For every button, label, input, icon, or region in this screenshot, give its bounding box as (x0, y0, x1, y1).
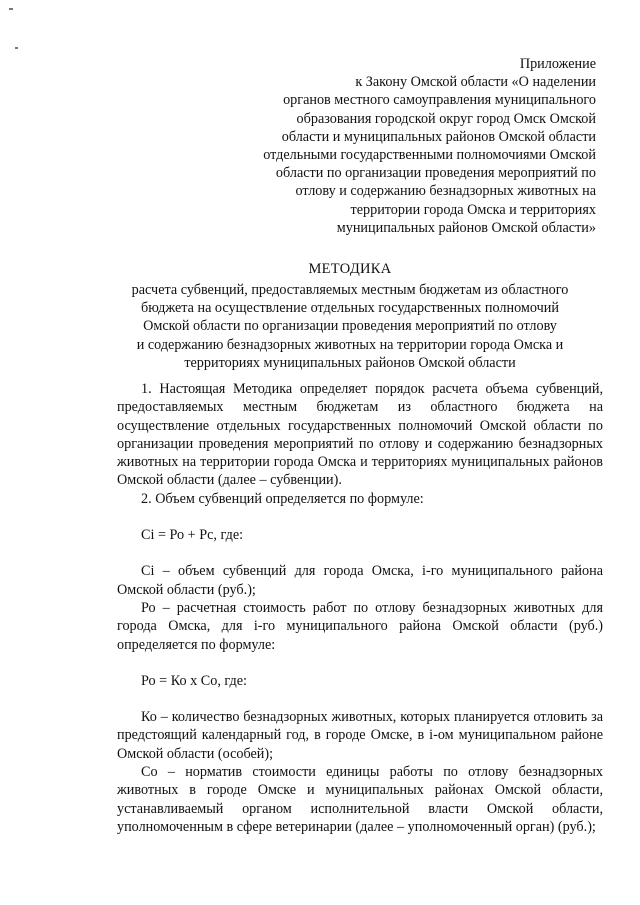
appendix-line: отдельными государственными полномочиями Омской (263, 147, 596, 164)
subtitle-line: бюджета на осуществление отдельных государственных полномочий (141, 300, 559, 317)
document-title: МЕТОДИКА (308, 261, 392, 277)
scan-mark (9, 8, 13, 10)
appendix-line: муниципальных районов Омской области» (336, 219, 596, 236)
appendix-line: области и муниципальных районов Омской области (281, 128, 596, 145)
appendix-line: области по организации проведения мероприятий по (275, 165, 596, 182)
paragraph-1: 1. Настоящая Методика определяет порядок расчета объема субвенций, предоставляемых местным бюджетам из областного бюджета на осуществление отдельных государственных полномочий Омской области по организации проведения мероприятий по отлову и содержанию безнадзорных животных на территории города Омска и территориях муниципальных районов Омской области (далее – субвенции). (117, 381, 603, 489)
appendix-line: к Закону Омской области «О наделении (355, 74, 596, 91)
paragraph-6: Со – норматив стоимости единицы работы по отлову безнадзорных животных в городе Омске и муниципальных районах Омской области, устанавливаемый органом исполнительной власти Омской области, уполномоченным в сфере ветеринарии (далее – уполномоченный орган) (руб.); (117, 764, 603, 835)
paragraph-3: Ci – объем субвенций для города Омска, i-го муниципального района Омской области (руб.); (117, 563, 603, 598)
appendix-line: Приложение (519, 56, 596, 72)
document-subtitle (90, 281, 610, 372)
subtitle-line: Омской области по организации проведения мероприятий по отлову (143, 318, 557, 335)
appendix-header (216, 55, 596, 237)
appendix-line: отлову и содержанию безнадзорных животных на (295, 183, 596, 200)
scan-mark (15, 47, 18, 49)
appendix-line: органов местного самоуправления муниципального (283, 92, 596, 109)
formula-2: Ро = Ко х Со, где: (141, 672, 247, 689)
appendix-line: территории города Омска и территориях (350, 201, 596, 218)
subtitle-line: территориях муниципальных районов Омской области (184, 354, 516, 371)
document-body (117, 380, 603, 836)
appendix-line: образования городской округ город Омск Омской (296, 110, 596, 127)
subtitle-line: и содержанию безнадзорных животных на территории города Омска и (136, 336, 564, 353)
paragraph-5: Ко – количество безнадзорных животных, которых планируется отловить за предстоящий календарный год, в городе Омске, в i-ом муниципальном районе Омской области (особей); (117, 709, 603, 762)
paragraph-2: 2. Объем субвенций определяется по формуле: (141, 490, 424, 507)
subtitle-line: расчета субвенций, предоставляемых местным бюджетам из областного (131, 282, 569, 298)
formula-1: Ci = Ро + Рс, где: (141, 527, 244, 544)
paragraph-4: Ро – расчетная стоимость работ по отлову безнадзорных животных для города Омска, для i-го муниципального района Омской области (руб.) определяется по формуле: (117, 599, 603, 653)
